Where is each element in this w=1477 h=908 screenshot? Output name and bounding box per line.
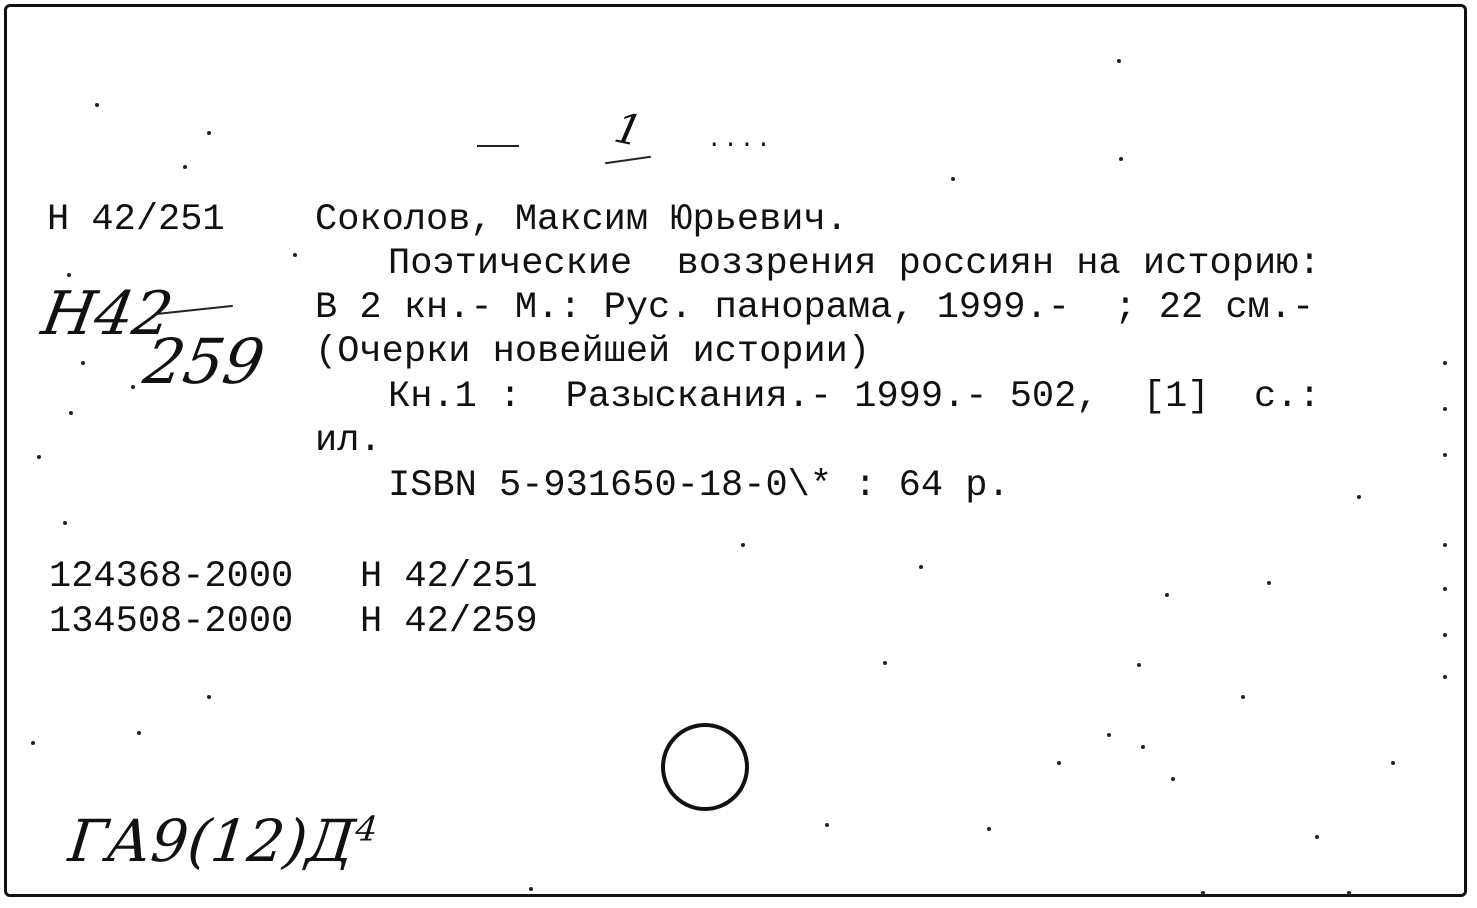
- copy-shelf: Н 42/251: [360, 556, 538, 598]
- speck: [69, 411, 73, 415]
- speck: [207, 131, 211, 135]
- copy-shelf: Н 42/259: [360, 601, 538, 643]
- speck: [1117, 59, 1121, 63]
- speck: [1165, 593, 1169, 597]
- handwritten-shelf-bottom: 259: [138, 325, 270, 398]
- speck: [67, 273, 71, 277]
- speck: [1315, 835, 1319, 839]
- description-line: ил.: [315, 420, 382, 462]
- speck: [95, 103, 99, 107]
- speck: [183, 165, 187, 169]
- speck: [1267, 581, 1271, 585]
- speck: [1347, 891, 1351, 895]
- speck: [1443, 587, 1447, 591]
- speck: [1443, 361, 1447, 365]
- speck: [1137, 663, 1141, 667]
- underline-mark: [605, 156, 651, 164]
- speck: [1141, 745, 1145, 749]
- dotted-mark: ....: [707, 127, 773, 154]
- speck: [37, 455, 41, 459]
- speck: [131, 385, 135, 389]
- punch-hole: [657, 719, 753, 815]
- speck: [293, 253, 297, 257]
- speck: [207, 695, 211, 699]
- speck: [741, 543, 745, 547]
- handwritten-classification: $ГА9(12)Д^4$: [65, 807, 380, 875]
- speck: [987, 827, 991, 831]
- speck: [529, 887, 533, 891]
- speck: [1241, 695, 1245, 699]
- description-line: Кн.1 : Разыскания.- 1999.- 502, [1] с.:: [388, 376, 1321, 418]
- speck: [1201, 891, 1205, 895]
- dash-mark: [477, 145, 519, 147]
- speck: [1391, 761, 1395, 765]
- speck: [137, 731, 141, 735]
- speck: [81, 361, 85, 365]
- speck: [1057, 761, 1061, 765]
- speck: [951, 177, 955, 181]
- speck: [1171, 777, 1175, 781]
- speck: [63, 521, 67, 525]
- speck: [825, 823, 829, 827]
- description-line: Поэтические воззрения россиян на историю:: [388, 243, 1321, 285]
- speck: [1443, 633, 1447, 637]
- speck: [1443, 675, 1447, 679]
- speck: [1119, 157, 1123, 161]
- author-heading: Соколов, Максим Юрьевич.: [315, 199, 848, 241]
- speck: [883, 661, 887, 665]
- description-line: В 2 кн.- М.: Рус. панорама, 1999.- ; 22 см.-: [315, 287, 1315, 329]
- speck: [31, 741, 35, 745]
- speck: [1443, 543, 1447, 547]
- shelf-mark: Н 42/251: [47, 199, 225, 241]
- speck: [1357, 495, 1361, 499]
- description-line: (Очерки новейшей истории): [315, 331, 871, 373]
- catalog-card: [4, 4, 1467, 897]
- isbn-line: ISBN 5-931650-18-0\* : 64 р.: [388, 465, 1010, 507]
- copy-inventory: 134508-2000: [49, 601, 294, 643]
- speck: [1443, 407, 1447, 411]
- handwritten-top-mark: 1: [610, 102, 647, 157]
- speck: [1107, 733, 1111, 737]
- speck: [919, 565, 923, 569]
- speck: [1443, 453, 1447, 457]
- copy-inventory: 124368-2000: [49, 556, 294, 598]
- handwritten-shelf-top: Н42: [36, 279, 178, 349]
